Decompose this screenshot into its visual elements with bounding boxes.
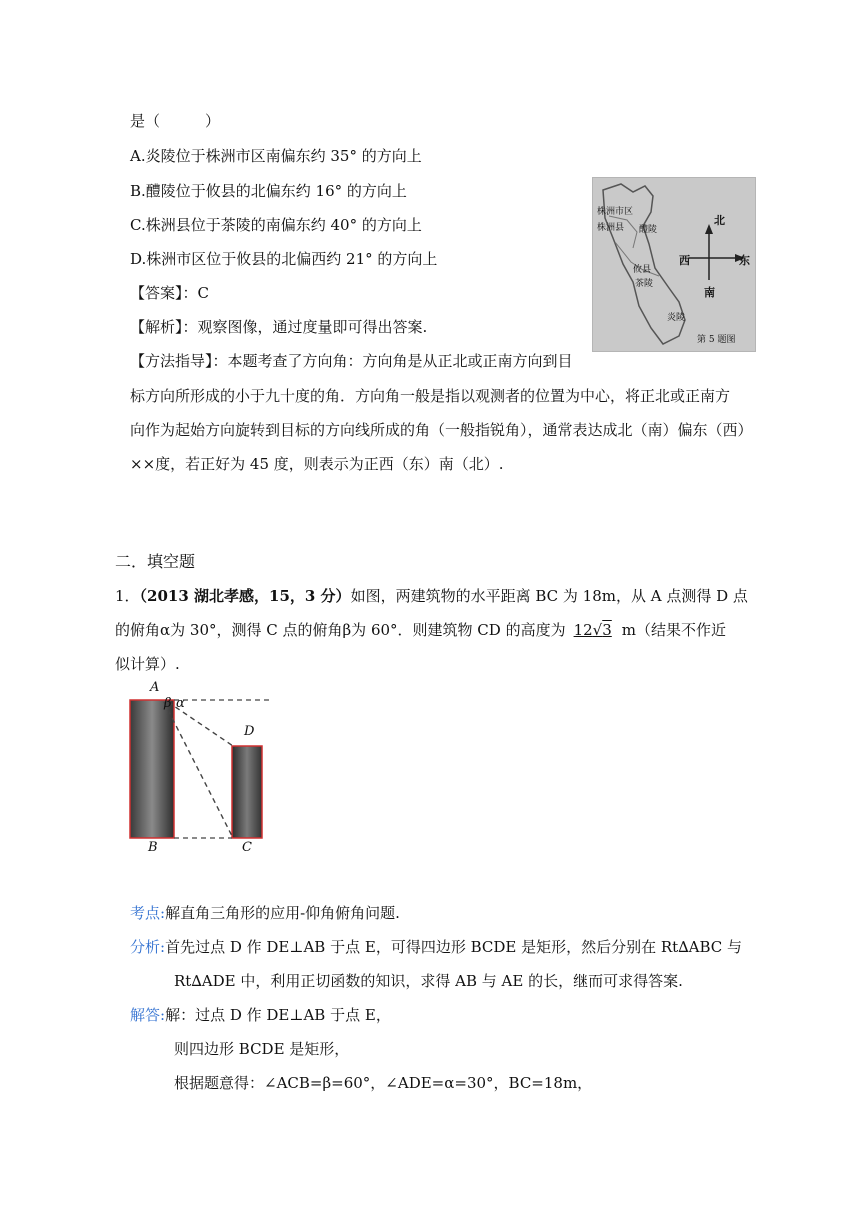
problem-answer (566, 621, 622, 639)
map-label-county: 株洲县 (597, 223, 625, 233)
problem-text-2-post: m（结果不作近 (621, 621, 727, 639)
analysis-text: ：观察图像，通过度量即可得出答案. (182, 318, 428, 336)
map-label-south: 南 (704, 286, 715, 299)
jieda-line-1 (130, 1004, 391, 1025)
label-beta: β (164, 696, 172, 711)
problem-line-2 (115, 619, 726, 640)
analysis-label: 【解析】 (130, 318, 183, 336)
answer-line (130, 282, 209, 303)
answer-value: ：C (182, 284, 209, 302)
problem-text-1: 如图，两建筑物的水平距离 BC 为 18m，从 A 点测得 D 点 (350, 587, 748, 605)
kaodian-label: 考点: (130, 904, 166, 922)
fenxi-line-2: Rt∆ADE 中，利用正切函数的知识，求得 AB 与 AE 的长，继而可求得答案. (174, 972, 683, 990)
option-d: D.株洲市区位于攸县的北偏西约 21° 的方向上 (130, 250, 438, 268)
map-label-city: 株洲市区 (597, 207, 634, 217)
method-line-1 (130, 350, 573, 371)
map-label-east: 东 (739, 254, 750, 267)
north-arrow-icon (705, 224, 713, 234)
building-ab (130, 700, 174, 838)
kaodian-text: 解直角三角形的应用-仰角俯角问题. (165, 904, 400, 922)
map-label-west: 西 (679, 254, 690, 267)
sqrt-symbol: √ (592, 621, 603, 639)
problem-line-3: 似计算）. (115, 655, 180, 673)
fenxi-line-1 (130, 936, 742, 957)
kaodian-line (130, 902, 400, 923)
option-c: C.株洲县位于茶陵的南偏东约 40° 的方向上 (130, 216, 422, 234)
method-line-4: ××度，若正好为 45 度，则表示为正西（东）南（北）. (130, 455, 504, 473)
option-b: B.醴陵位于攸县的北偏东约 16° 的方向上 (130, 182, 407, 200)
fenxi-text-1: 首先过点 D 作 DE⊥AB 于点 E，可得四边形 BCDE 是矩形，然后分别在 Rt∆ABC 与 (165, 938, 743, 956)
fenxi-label: 分析: (130, 938, 166, 956)
label-b: B (148, 840, 158, 855)
map-label-north: 北 (714, 214, 725, 227)
label-alpha: α (176, 696, 185, 711)
map-label-youxian: 攸县 (633, 265, 652, 275)
method-line-2: 标方向所形成的小于九十度的角．方向角一般是指以观测者的位置为中心，将正北或正南方 (130, 387, 731, 405)
answer-coefficient: 12 (573, 621, 593, 639)
label-a: A (150, 680, 160, 695)
problem-number: 1． (115, 587, 140, 605)
buildings-drawing (128, 680, 278, 860)
jieda-line-2: 则四边形 BCDE 是矩形， (174, 1040, 350, 1058)
map-label-chaling: 茶陵 (635, 279, 654, 289)
label-c: C (242, 840, 252, 855)
analysis-line (130, 316, 427, 337)
jieda-line-3: 根据题意得：∠ACB=β=60°，∠ADE=α=30°，BC=18m， (174, 1074, 593, 1092)
label-d: D (244, 724, 255, 739)
method-label: 【方法指导】 (130, 352, 213, 370)
answer-label: 【答案】 (130, 284, 183, 302)
problem-line-1 (115, 585, 748, 606)
map-figure (592, 177, 756, 352)
jieda-text-1: 解：过点 D 作 DE⊥AB 于点 E， (165, 1006, 391, 1024)
method-line-3: 向作为起始方向旋转到目标的方向线所成的角（一般指锐角），通常表达成北（南）偏东（西） (130, 421, 753, 439)
method-text-1: ：本题考查了方向角：方向角是从正北或正南方向到目 (212, 352, 573, 370)
option-a: A.炎陵位于株洲市区南偏东约 35° 的方向上 (130, 147, 422, 165)
section-title: 二．填空题 (115, 552, 196, 571)
buildings-figure (128, 680, 278, 860)
jieda-label: 解答: (130, 1006, 166, 1024)
building-cd (232, 746, 262, 838)
answer-radicand: 3 (602, 621, 612, 639)
map-caption: 第 5 题图 (697, 335, 736, 345)
problem-text-2: 的俯角α为 30°，测得 C 点的俯角β为 60°．则建筑物 CD 的高度为 (115, 621, 566, 639)
map-label-yanling: 炎陵 (667, 313, 686, 323)
question-tail: 是（ ） (130, 112, 221, 130)
problem-source: （2013 湖北孝感，15，3 分） (139, 587, 351, 605)
map-label-liling: 醴陵 (639, 225, 658, 235)
